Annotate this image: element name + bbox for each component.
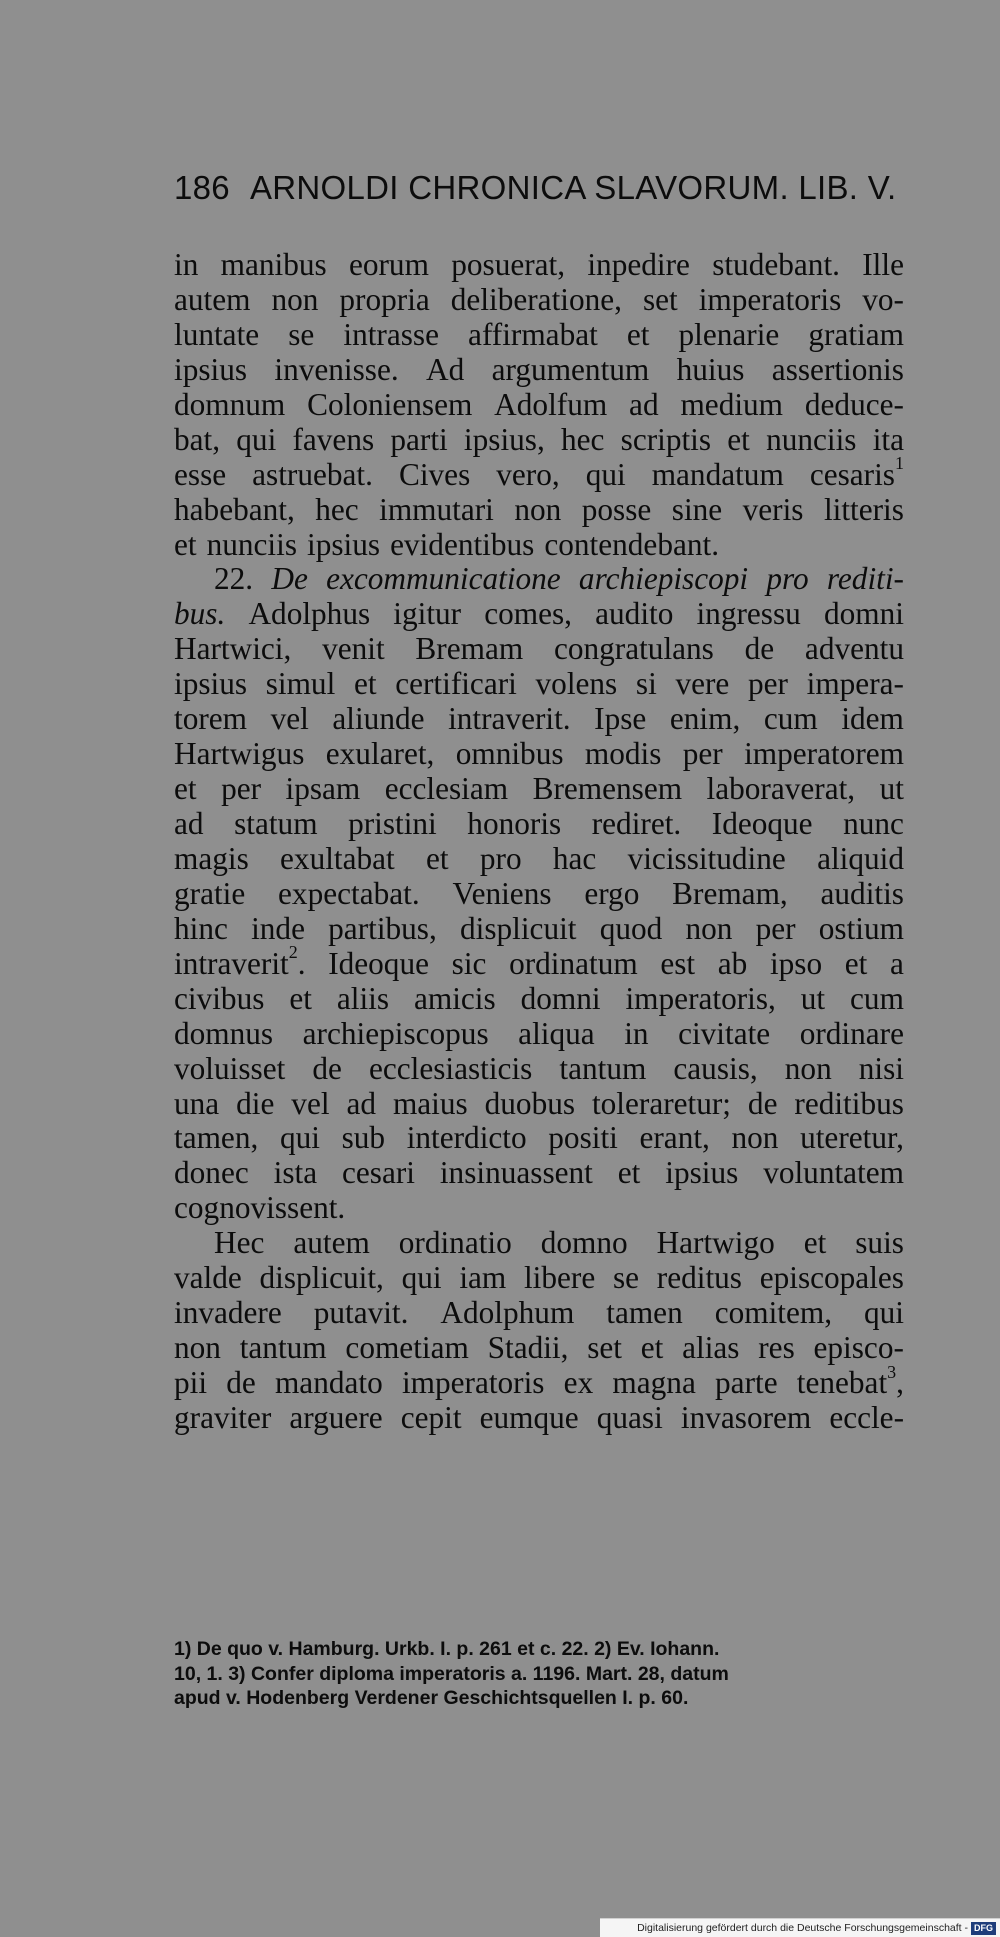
running-title: ARNOLDI CHRONICA SLAVORUM. LIB. V. [249, 169, 897, 206]
text-line: valde displicuit, qui iam libere se reditus episcopales [174, 1260, 904, 1296]
text-line: non tantum cometiam Stadii, set et alias res episco- [174, 1330, 904, 1366]
text-line: intraverit$^2$. Ideoque sic ordinatum est ab ipso et a [174, 942, 904, 981]
main-text-block [174, 248, 904, 1436]
text-line: magis exultabat et pro hac vicissitudine aliquid [174, 840, 904, 876]
text-line: et per ipsam ecclesiam Bremensem laboraverat, ut [174, 771, 904, 807]
footnotes [174, 1637, 934, 1711]
text-line: voluisset de ecclesiasticis tantum causis, non nisi [174, 1050, 904, 1086]
text-line: in manibus eorum posuerat, inpedire studebant. Ille [174, 247, 904, 282]
text-line: invadere putavit. Adolphum tamen comitem, qui [174, 1295, 904, 1331]
digitization-credit: Digitalisierung gefördert durch die Deutsche Forschungsgemeinschaft - [637, 1922, 968, 1934]
text-line: una die vel ad maius duobus toleraretur; de reditibus [174, 1085, 904, 1121]
footnote-line: 10, 1. 3) Confer diploma imperatoris a. 1196. Mart. 28, datum [174, 1662, 729, 1685]
text-line: esse astruebat. Cives vero, qui mandatum cesaris$^1$ [174, 453, 904, 492]
text-line: et nunciis ipsius evidentibus contendebant. [174, 526, 720, 562]
footnote-line: 1) De quo v. Hamburg. Urkb. I. p. 261 et c. 22. 2) Ev. Iohann. [174, 1638, 720, 1660]
text-line: donec ista cesari insinuassent et ipsius voluntatem [174, 1155, 904, 1191]
text-line: graviter arguere cepit eumque quasi invasorem eccle- [174, 1399, 904, 1435]
running-header [174, 166, 904, 210]
text-line: bat, qui favens parti ipsius, hec scriptis et nunciis ita [174, 421, 904, 457]
text-line: gratie expectabat. Veniens ergo Bremam, auditis [174, 875, 904, 911]
text-line: habebant, hec immutari non posse sine veris litteris [174, 491, 904, 527]
page-number: 186 [174, 169, 230, 206]
text-line: domnus archiepiscopus aliqua in civitate ordinare [174, 1015, 904, 1051]
text-line: ad statum pristini honoris rediret. Ideoque nunc [174, 806, 904, 841]
digitization-credit-bar [600, 1918, 1000, 1937]
text-line: Hartwigus exularet, omnibus modis per imperatorem [174, 736, 904, 772]
text-line: luntate se intrasse affirmabat et plenarie gratiam [174, 316, 904, 352]
text-line: domnum Coloniensem Adolfum ad medium deduce- [174, 386, 904, 422]
text-line: Hec autem ordinatio domno Hartwigo et suis [214, 1225, 904, 1261]
text-line: 22. De excommunicatione archiepiscopi pro rediti- [214, 561, 904, 597]
text-line: hinc inde partibus, displicuit quod non per ostium [174, 910, 904, 946]
text-line: tamen, qui sub interdicto positi erant, non uteretur, [174, 1120, 904, 1156]
text-line: cognovissent. [174, 1190, 346, 1226]
text-line: torem vel aliunde intraverit. Ipse enim, cum idem [174, 701, 904, 737]
text-line: bus. Adolphus igitur comes, audito ingressu domni [174, 596, 904, 632]
text-line: ipsius invenisse. Ad argumentum huius assertionis [174, 351, 904, 387]
dfg-logo: DFG [971, 1922, 996, 1935]
footnote-line: apud v. Hodenberg Verdener Geschichtsquellen I. p. 60. [174, 1687, 689, 1709]
text-line: pii de mandato imperatoris ex magna parte tenebat$^3$, [174, 1361, 904, 1400]
text-line: civibus et aliis amicis domni imperatoris, ut cum [174, 980, 904, 1016]
text-line: Hartwici, venit Bremam congratulans de adventu [174, 631, 904, 667]
text-line: autem non propria deliberatione, set imperatoris vo- [174, 281, 904, 317]
text-line: ipsius simul et certificari volens si vere per impera- [174, 666, 904, 702]
